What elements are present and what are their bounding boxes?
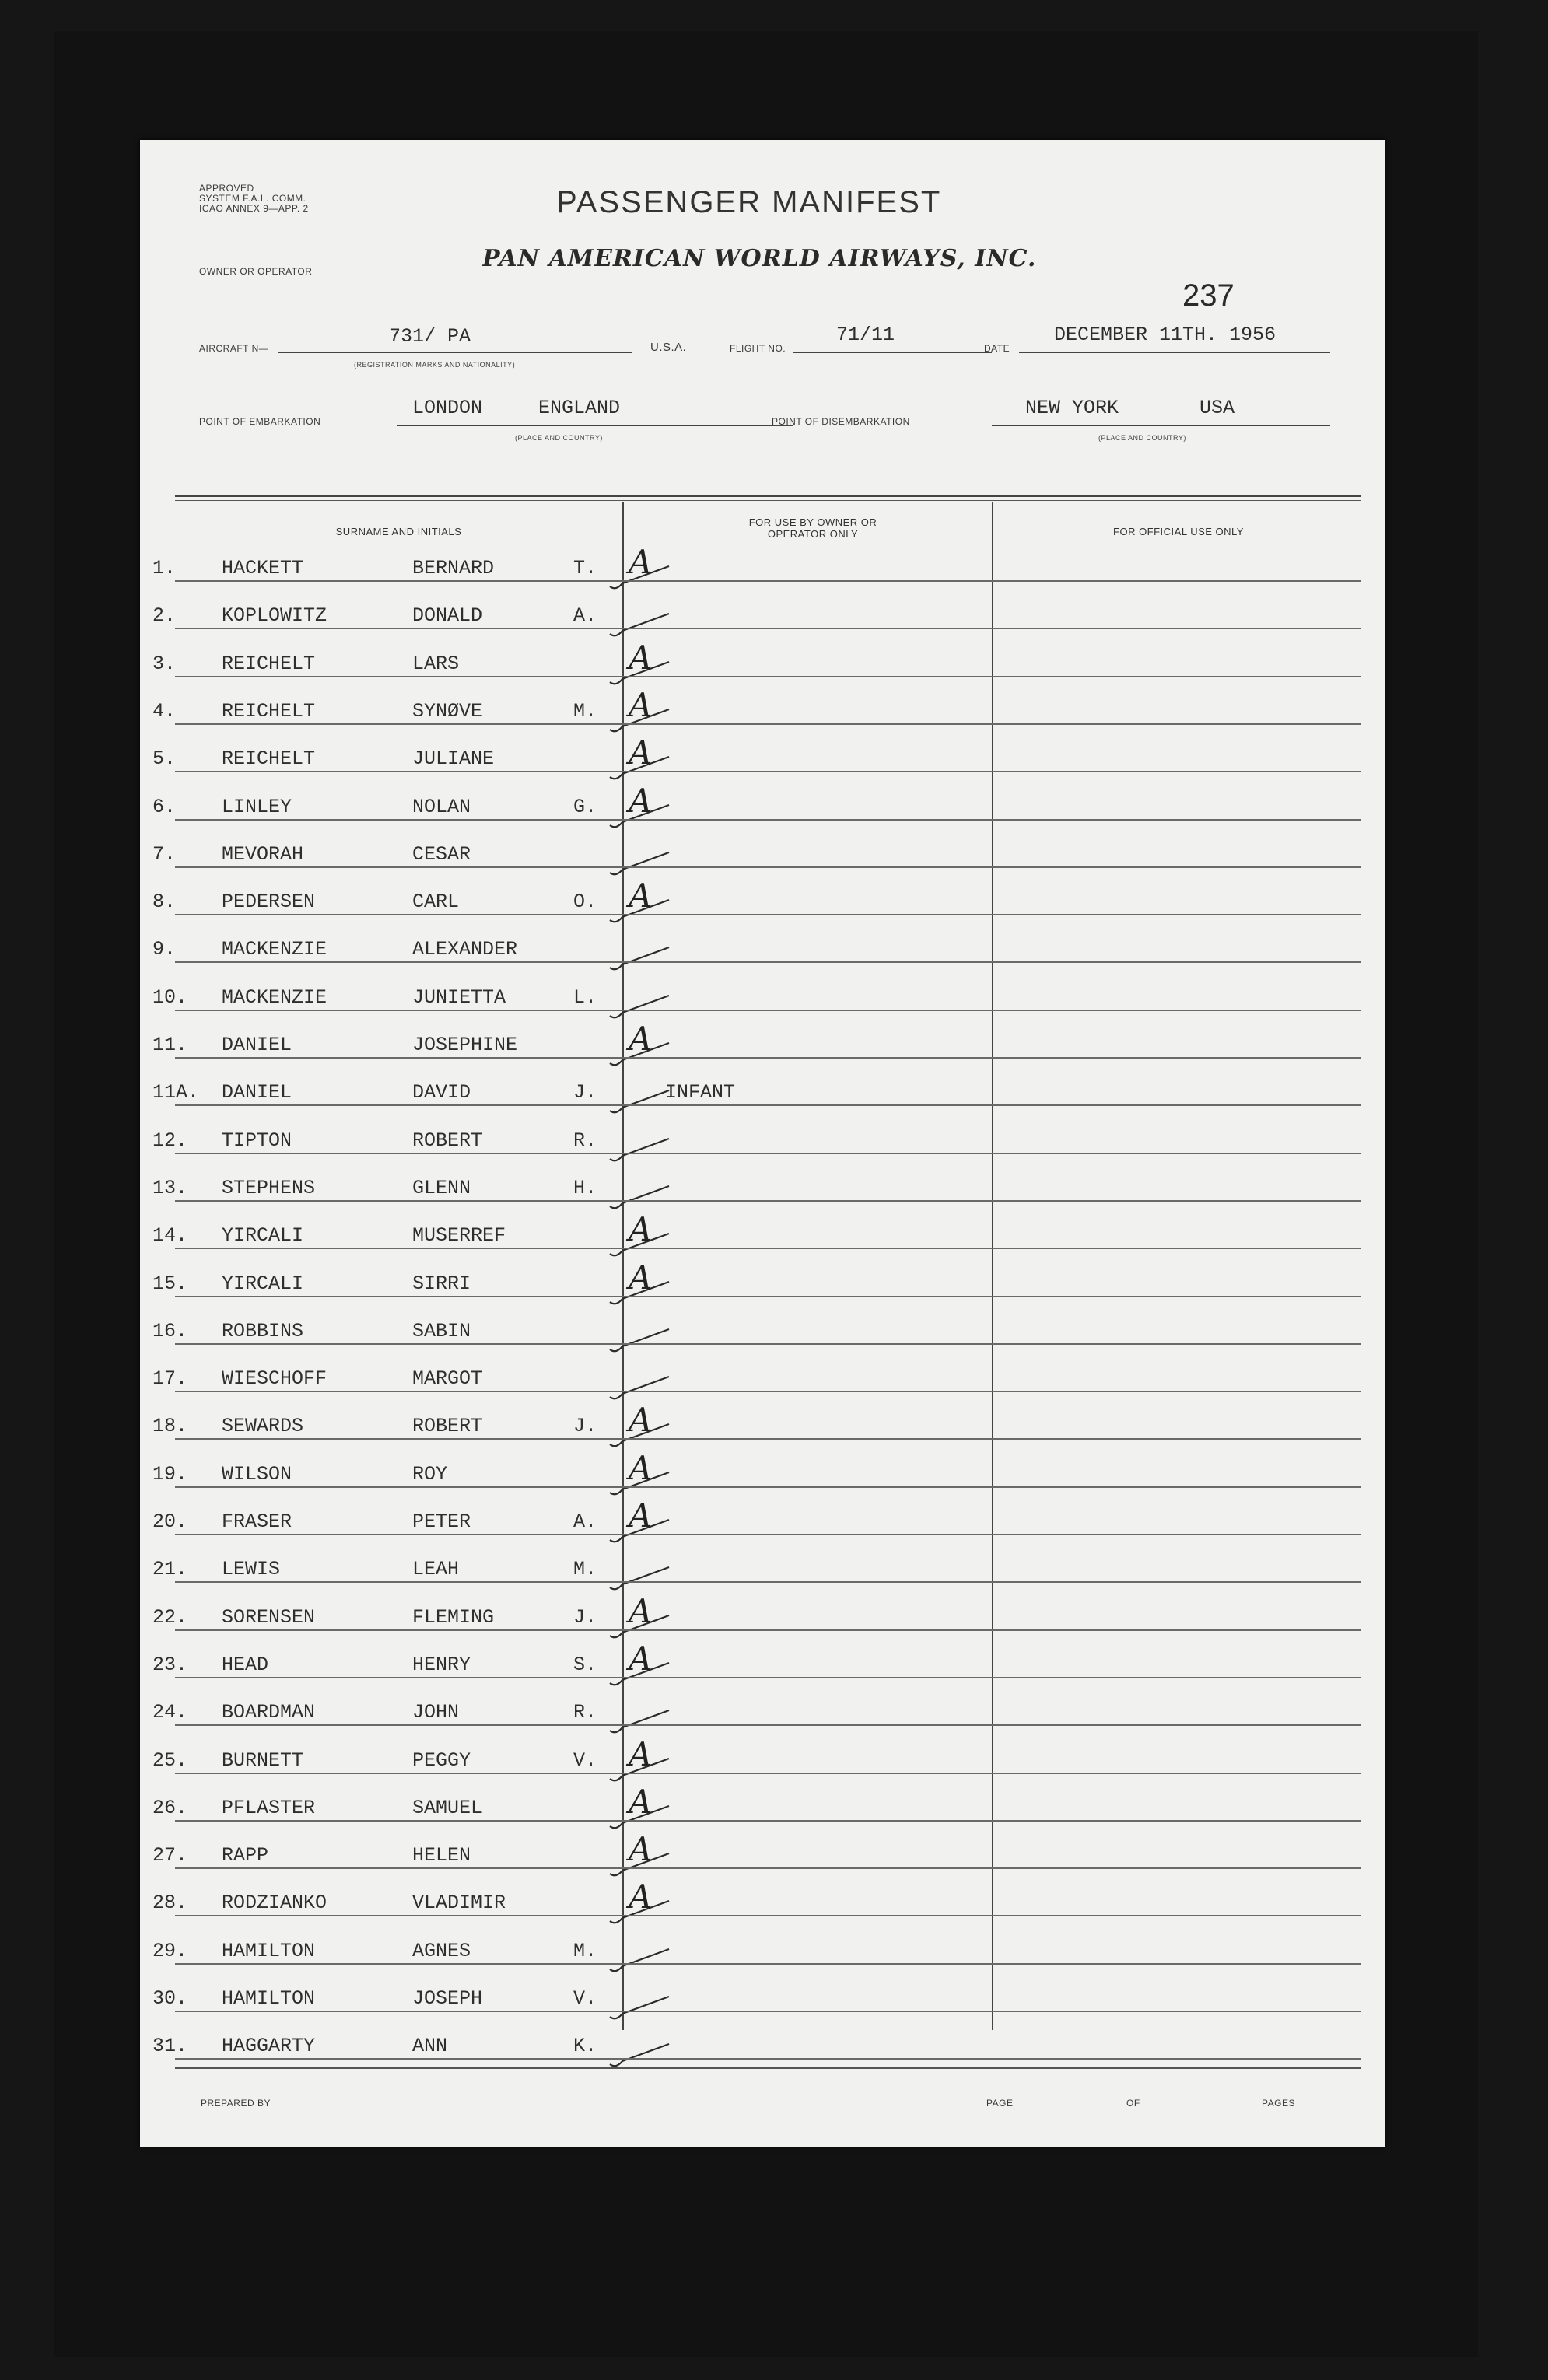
handwritten-mark: A [629,1591,653,1630]
given-name-cell: HELEN [412,1844,471,1867]
row-rule [175,1629,1361,1631]
initial-cell: J. [573,1081,597,1104]
initial-cell: M. [573,1558,597,1581]
given-name-cell: SAMUEL [412,1796,483,1819]
check-mark-icon [607,1660,677,1691]
given-name-cell: CARL [412,891,460,914]
surname-cell: LINLEY [222,795,292,818]
flight-value: 71/11 [836,324,895,346]
surname-cell: MEVORAH [222,842,304,866]
table-top-rule [175,495,1361,497]
row-rule [175,1391,1361,1392]
row-rule [175,628,1361,629]
check-mark-icon [607,1946,677,1977]
surname-cell: DANIEL [222,1081,292,1104]
surname-cell: SEWARDS [222,1415,304,1438]
check-mark-icon [607,1087,677,1118]
check-mark-icon [607,1279,677,1310]
surname-cell: HACKETT [222,557,304,579]
surname-cell: BOARDMAN [222,1701,316,1724]
disembarkation-label: POINT OF DISEMBARKATION [772,416,910,427]
given-name-cell: AGNES [412,1939,471,1962]
initial-cell: T. [573,557,597,579]
given-name-cell: ANN [412,2035,448,2058]
surname-cell: RAPP [222,1844,269,1867]
row-number: 5. [152,747,177,771]
surname-cell: DANIEL [222,1034,292,1056]
row-rule [175,819,1361,821]
row-rule [175,676,1361,677]
row-rule [175,1057,1361,1059]
row-number: 11. [152,1034,188,1056]
given-name-cell: JULIANE [412,747,495,771]
handwritten-mark: A [629,1258,653,1297]
check-mark-icon [607,1374,677,1405]
row-number: 20. [152,1510,188,1533]
row-number: 15. [152,1272,188,1295]
given-name-cell: MARGOT [412,1367,483,1391]
check-mark-icon [607,1183,677,1214]
row-rule [175,1534,1361,1535]
row-number: 24. [152,1701,188,1724]
row-rule [175,866,1361,868]
manifest-sheet [140,140,1385,2147]
surname-cell: HAGGARTY [222,2035,316,2058]
embarkation-caption: (PLACE AND COUNTRY) [515,434,603,442]
given-name-cell: DAVID [412,1081,471,1104]
page-title: PASSENGER MANIFEST [556,185,942,219]
surname-cell: RODZIANKO [222,1892,327,1915]
embarkation-label: POINT OF EMBARKATION [199,416,321,427]
handwritten-mark: A [629,781,653,820]
approval-line: SYSTEM F.A.L. COMM. [199,193,306,204]
disembarkation-underline [992,425,1330,426]
initial-cell: J. [573,1605,597,1629]
check-mark-icon [607,1469,677,1500]
row-rule [175,1867,1361,1869]
given-name-cell: VLADIMIR [412,1892,506,1915]
row-rule [175,1343,1361,1345]
initial-cell: J. [573,1415,597,1438]
row-rule [175,1010,1361,1011]
check-mark-icon [607,1517,677,1548]
initial-cell: A. [573,1510,597,1533]
row-number: 29. [152,1939,188,1962]
page-label: PAGE [986,2098,1014,2109]
given-name-cell: SIRRI [412,1272,471,1295]
surname-cell: PFLASTER [222,1796,316,1819]
disembarkation-caption: (PLACE AND COUNTRY) [1098,434,1186,442]
row-rule [175,1486,1361,1488]
given-name-cell: SYNØVE [412,699,483,723]
prepared-by-label: PREPARED BY [201,2098,271,2109]
row-rule [175,1153,1361,1154]
footer-rule [175,2067,1361,2069]
surname-cell: MACKENZIE [222,985,327,1009]
given-name-cell: ROY [412,1462,448,1486]
given-name-cell: JOSEPH [412,1987,483,2010]
row-number: 26. [152,1796,188,1819]
row-number: 3. [152,652,177,675]
handwritten-mark: A [629,733,653,772]
row-number: 4. [152,699,177,723]
flight-underline [793,352,992,353]
surname-cell: REICHELT [222,699,316,723]
handwritten-mark: A [629,1210,653,1249]
surname-cell: BURNETT [222,1748,304,1772]
owner-name: PAN AMERICAN WORLD AIRWAYS, INC. [482,245,1037,272]
row-rule [175,1773,1361,1774]
table-top-rule [175,500,1361,501]
check-mark-icon [607,1755,677,1787]
handwritten-mark: A [629,543,653,581]
row-number: 28. [152,1892,188,1915]
row-number: 25. [152,1748,188,1772]
row-rule [175,1581,1361,1583]
disembarkation-place: NEW YORK [1025,397,1119,419]
initial-cell: K. [573,2035,597,2058]
given-name-cell: GLENN [412,1176,471,1199]
check-mark-icon [607,897,677,928]
initial-cell: H. [573,1176,597,1199]
initial-cell: L. [573,985,597,1009]
row-number: 8. [152,891,177,914]
initial-cell: V. [573,1748,597,1772]
pages-label: PAGES [1262,2098,1295,2109]
disembarkation-country: USA [1200,397,1235,419]
date-value: DECEMBER 11TH. 1956 [1054,324,1277,346]
given-name-cell: ROBERT [412,1415,483,1438]
row-number: 17. [152,1367,188,1391]
initial-cell: O. [573,891,597,914]
surname-cell: KOPLOWITZ [222,604,327,628]
registration-caption: (REGISTRATION MARKS AND NATIONALITY) [354,361,516,369]
note-cell: INFANT [665,1081,736,1104]
approval-line: APPROVED [199,183,254,194]
handwritten-mark: A [629,1639,653,1678]
usa-label: U.S.A. [650,341,687,354]
row-rule [175,1438,1361,1440]
given-name-cell: DONALD [412,604,483,628]
row-number: 6. [152,795,177,818]
surname-cell: PEDERSEN [222,891,316,914]
initial-cell: M. [573,1939,597,1962]
surname-cell: STEPHENS [222,1176,316,1199]
aircraft-label: AIRCRAFT N— [199,343,269,354]
initial-cell: G. [573,795,597,818]
row-number: 12. [152,1129,188,1152]
row-number: 23. [152,1653,188,1676]
handwritten-mark: A [629,1734,653,1773]
surname-cell: LEWIS [222,1558,281,1581]
owner-column-header: FOR USE BY OWNER OR OPERATOR ONLY [748,516,877,540]
surname-cell: HAMILTON [222,1939,316,1962]
surname-cell: HEAD [222,1653,269,1676]
handwritten-mark: A [629,685,653,724]
check-mark-icon [607,563,677,594]
surname-cell: YIRCALI [222,1224,304,1248]
initial-cell: V. [573,1987,597,2010]
check-mark-icon [607,1421,677,1452]
row-rule [175,1296,1361,1297]
row-rule [175,1677,1361,1678]
given-name-cell: LARS [412,652,460,675]
surname-cell: REICHELT [222,747,316,771]
surname-cell: MACKENZIE [222,938,327,961]
initial-cell: R. [573,1701,597,1724]
row-number: 14. [152,1224,188,1248]
row-number: 10. [152,985,188,1009]
check-mark-icon [607,1326,677,1357]
initial-cell: S. [573,1653,597,1676]
check-mark-icon [607,1803,677,1834]
given-name-cell: BERNARD [412,557,495,579]
of-label: OF [1126,2098,1140,2109]
row-number: 31. [152,2035,188,2058]
owner-label: OWNER OR OPERATOR [199,266,313,277]
check-mark-icon [607,1850,677,1881]
row-number: 21. [152,1558,188,1581]
row-number: 30. [152,1987,188,2010]
handwritten-mark: A [629,638,653,677]
row-number: 16. [152,1319,188,1342]
date-label: DATE [984,343,1010,354]
check-mark-icon [607,1898,677,1929]
surname-cell: REICHELT [222,652,316,675]
row-rule [175,961,1361,963]
page-number: 237 [1182,278,1235,313]
row-rule [175,1200,1361,1202]
surname-cell: YIRCALI [222,1272,304,1295]
surname-cell: HAMILTON [222,1987,316,2010]
row-rule [175,1104,1361,1106]
check-mark-icon [607,849,677,880]
official-column-header: FOR OFFICIAL USE ONLY [1113,526,1244,537]
surname-cell: FRASER [222,1510,292,1533]
check-mark-icon [607,944,677,975]
date-underline [1019,352,1330,353]
initial-cell: A. [573,604,597,628]
given-name-cell: HENRY [412,1653,471,1676]
handwritten-mark: A [629,877,653,915]
surname-cell: WILSON [222,1462,292,1486]
check-mark-icon [607,1040,677,1071]
row-number: 1. [152,557,177,579]
check-mark-icon [607,611,677,642]
check-mark-icon [607,1564,677,1595]
row-number: 27. [152,1844,188,1867]
row-number: 19. [152,1462,188,1486]
given-name-cell: PETER [412,1510,471,1533]
surname-cell: WIESCHOFF [222,1367,327,1391]
embarkation-country: ENGLAND [538,397,621,419]
aircraft-value: 731/ PA [389,325,471,348]
row-rule [175,1248,1361,1249]
row-number: 9. [152,938,177,961]
approval-stamp [199,184,309,214]
given-name-cell: ALEXANDER [412,938,518,961]
check-mark-icon [607,1136,677,1167]
check-mark-icon [607,1612,677,1643]
handwritten-mark: A [629,1782,653,1821]
row-rule [175,771,1361,772]
column-divider [992,502,993,2030]
initial-cell: R. [573,1129,597,1152]
row-number: 13. [152,1176,188,1199]
row-rule [175,2058,1361,2060]
surname-cell: TIPTON [222,1129,292,1152]
embarkation-place: LONDON [412,397,483,419]
given-name-cell: JOHN [412,1701,460,1724]
row-number: 18. [152,1415,188,1438]
flight-label: FLIGHT NO. [730,343,786,354]
check-mark-icon [607,706,677,737]
handwritten-mark: A [629,1401,653,1440]
given-name-cell: NOLAN [412,795,471,818]
row-rule [175,580,1361,582]
handwritten-mark: A [629,1830,653,1869]
handwritten-mark: A [629,1878,653,1916]
row-rule [175,1724,1361,1726]
row-number: 22. [152,1605,188,1629]
check-mark-icon [607,992,677,1024]
row-rule [175,723,1361,725]
row-number: 2. [152,604,177,628]
check-mark-icon [607,754,677,785]
given-name-cell: CESAR [412,842,471,866]
row-rule [175,1820,1361,1822]
initial-cell: M. [573,699,597,723]
given-name-cell: JOSEPHINE [412,1034,518,1056]
handwritten-mark: A [629,1448,653,1487]
given-name-cell: ROBERT [412,1129,483,1152]
surname-cell: ROBBINS [222,1319,304,1342]
embarkation-underline [397,425,793,426]
given-name-cell: SABIN [412,1319,471,1342]
row-rule [175,2011,1361,2012]
given-name-cell: LEAH [412,1558,460,1581]
row-number: 11A. [152,1081,200,1104]
row-rule [175,1963,1361,1965]
check-mark-icon [607,659,677,690]
given-name-cell: PEGGY [412,1748,471,1772]
check-mark-icon [607,1993,677,2025]
check-mark-icon [607,1707,677,1738]
surname-column-header: SURNAME AND INITIALS [335,526,462,537]
surname-cell: SORENSEN [222,1605,316,1629]
handwritten-mark: A [629,1496,653,1535]
row-rule [175,1915,1361,1916]
row-number: 7. [152,842,177,866]
given-name-cell: FLEMING [412,1605,495,1629]
aircraft-underline [278,352,632,353]
approval-line: ICAO ANNEX 9—APP. 2 [199,203,309,214]
given-name-cell: MUSERREF [412,1224,506,1248]
handwritten-mark: A [629,1020,653,1058]
given-name-cell: JUNIETTA [412,985,506,1009]
row-rule [175,914,1361,915]
check-mark-icon [607,1230,677,1262]
check-mark-icon [607,802,677,833]
